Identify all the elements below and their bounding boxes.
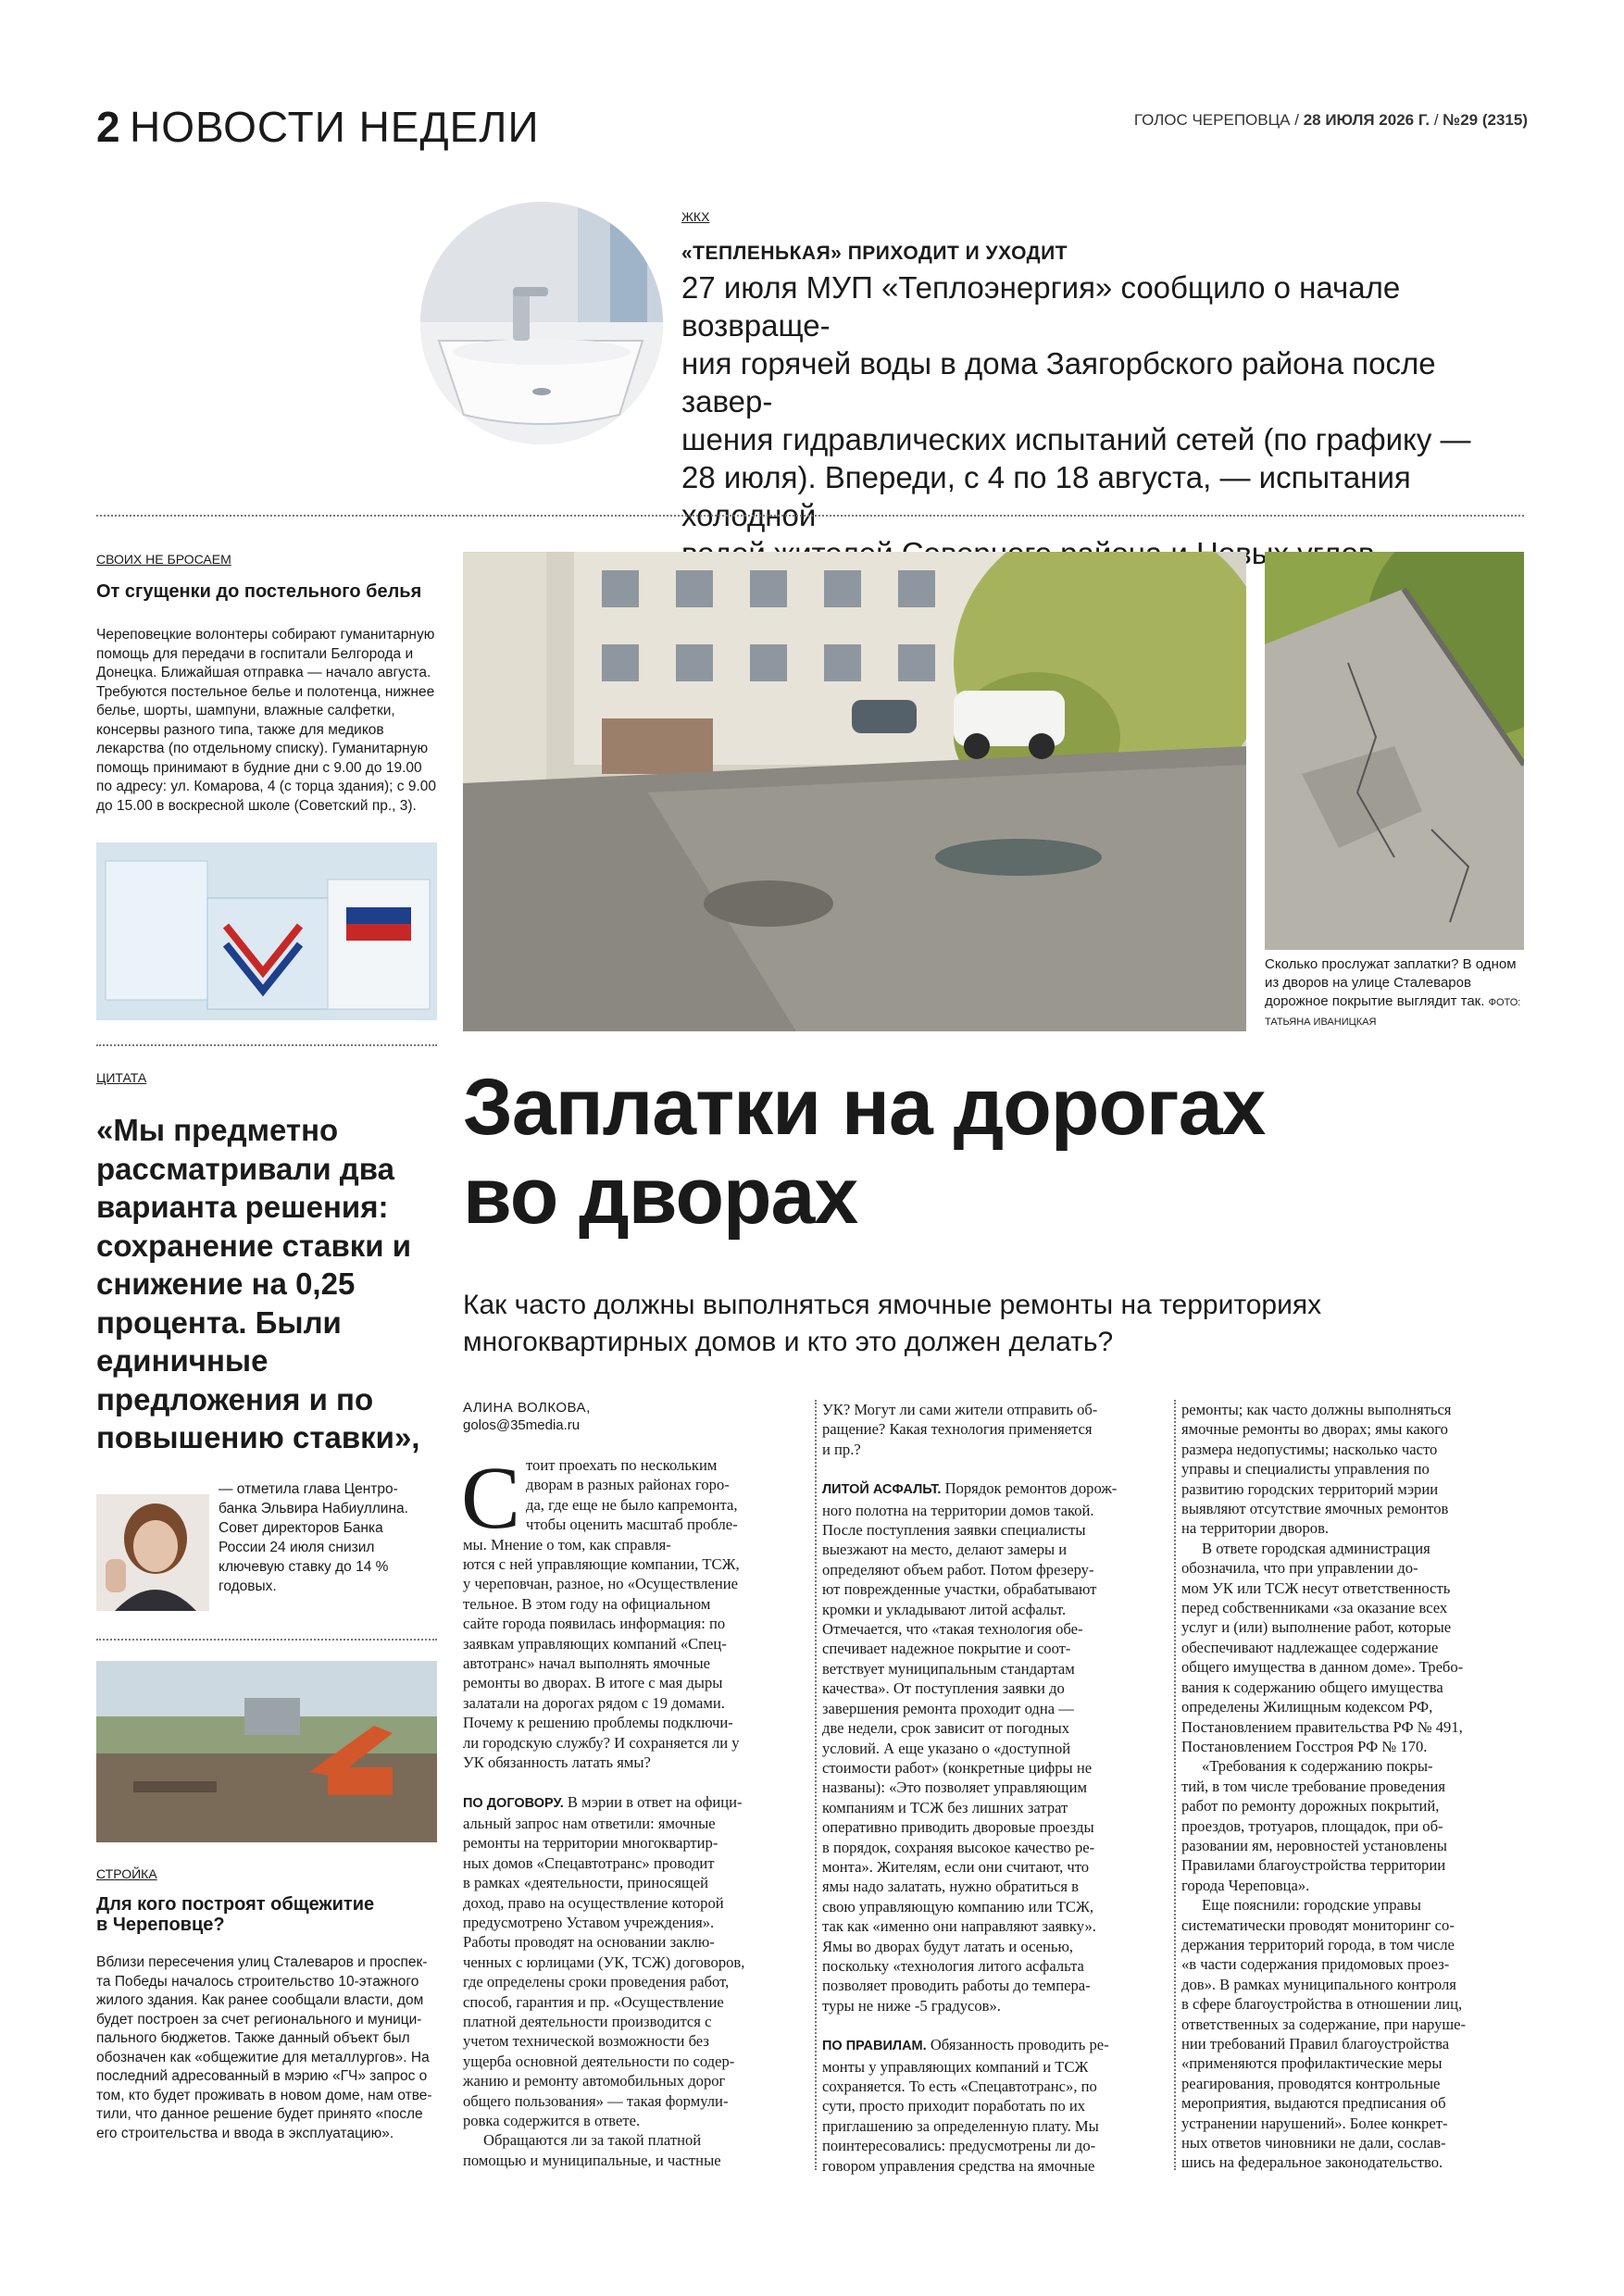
text-line: города Череповца». xyxy=(1181,1876,1310,1894)
quote-attribution xyxy=(219,1479,433,1596)
text-line: Как часто должны выполняться ямочные ремонты на территориях xyxy=(463,1290,1322,1320)
text-line: обозначила, что при управлении до- xyxy=(1181,1559,1418,1578)
text-line: услуг и (или) выполнение работ, которые xyxy=(1181,1618,1452,1637)
text-line: до 15.00 в воскресной школе (Советский пр., 3). xyxy=(96,797,417,814)
section-title: НОВОСТИ НЕДЕЛИ xyxy=(130,103,540,151)
text-line: — отметила глава Центро- xyxy=(219,1481,398,1497)
text-line: ния горячей воды в дома Заягорбского района после завер- xyxy=(681,346,1436,418)
text-line: в порядок, сохраняя высокое качество ре- xyxy=(822,1838,1095,1856)
text-line: свою управляющую компанию или ТСЖ, xyxy=(822,1897,1093,1915)
text-line: завершения ремонта проходит одна — xyxy=(822,1699,1074,1717)
text-line: После поступления заявки специалисты xyxy=(822,1521,1086,1540)
text-line: общего имущества в данном доме». Требо- xyxy=(1181,1658,1464,1677)
text-line: ченных с юрлицами (УК, ТСЖ) договоров, xyxy=(463,1953,745,1971)
text-line: спечивает надежное покрытие и соот- xyxy=(822,1640,1071,1658)
text-line: развитию городских территорий мэрии xyxy=(1181,1479,1439,1498)
text-line: да, где еще не было капремонта, xyxy=(526,1495,738,1514)
author-email: golos@35media.ru xyxy=(463,1417,581,1433)
text-line: компаниям и ТСЖ без лишних затрат xyxy=(822,1798,1068,1816)
text-line: так как «именно они направляют заявку». xyxy=(822,1917,1096,1936)
text-line: Отмечается, что «такая технология обе- xyxy=(822,1620,1083,1639)
text-line: ущерба основной деятельности по содер- xyxy=(463,2052,735,2070)
text-line: в Череповце? xyxy=(96,1915,225,1935)
text-line: «Требования к содержанию покры- xyxy=(1202,1757,1433,1776)
text-line: качества». От поступления заявки до xyxy=(822,1679,1065,1698)
text-line: Требуются постельное белье и полотенца, нижнее xyxy=(96,683,435,700)
text-line: выявляют отсутствие ямочных ремонтов xyxy=(1181,1500,1449,1518)
text-line: Работы проводят на основании заклю- xyxy=(463,1933,715,1952)
text-line: банка Эльвира Набиуллина. xyxy=(219,1501,408,1516)
text-line: Постановлением Госстроя РФ № 170. xyxy=(1181,1737,1428,1755)
text-line: управы и специалисты управления по xyxy=(1181,1460,1430,1479)
text-line: в сфере благоустройства в отношении лиц, xyxy=(1181,1995,1463,2014)
caption-text: Сколько прослужат заплатки? В одном из дворов на улице Сталеваров дорожное покрытие выглядит так. xyxy=(1265,956,1517,1009)
text-line: России 24 июля снизил xyxy=(219,1540,375,1555)
text-line: помощь для передачи в госпитали Белгорода и xyxy=(96,645,414,662)
text-line: поинтересовались: предусмотрены ли до- xyxy=(822,2137,1096,2155)
text-line: монты у управляющих компаний и ТСЖ xyxy=(822,2057,1089,2076)
drop-cap: С xyxy=(461,1448,521,1547)
top-story-text xyxy=(681,268,1524,572)
text-line: 28 июля). Впереди, с 4 по 18 августа, — испытания холодной xyxy=(681,460,1411,532)
text-line: автотранс» начал выполнять ямочные xyxy=(463,1654,711,1673)
text-line: ветствует муниципальным стандартам xyxy=(822,1659,1075,1678)
text-line: туры не ниже -5 градусов». xyxy=(822,1996,1001,2015)
text-line: «в части содержания придомовых проез- xyxy=(1181,1955,1450,1974)
text-line: дворам в разных районах горо- xyxy=(526,1476,730,1494)
text-line: залатали на дорогах рядом с 19 домами. xyxy=(463,1693,725,1712)
text-line: на территории дворов. xyxy=(1181,1519,1330,1538)
text-line: лекарства (по отдельному списку). Гуманитарную xyxy=(96,741,429,756)
text-line: чтобы оценить масштаб пробле- xyxy=(526,1516,738,1534)
text-line: тельное. В этом году на официальном xyxy=(463,1594,711,1613)
article-column-2 xyxy=(822,1400,1167,2176)
text-line: определяют объем работ. Потом фрезеру- xyxy=(822,1560,1094,1578)
text-line: говором управления средства на ямочные xyxy=(822,2156,1095,2175)
text-line: консервы разного типа, также для медиков xyxy=(96,721,384,738)
text-line: тили, что данное решение будет принято «после xyxy=(96,2106,423,2122)
text-line: Донецка. Ближайшая отправка — начало августа. xyxy=(96,665,431,680)
text-line: общего пользования» — такая формули- xyxy=(463,2091,729,2110)
text-line: ремонты на территории многоквартир- xyxy=(463,1834,718,1853)
text-line: сайте города появилась информация: по xyxy=(463,1615,726,1633)
courtyard-photo xyxy=(463,552,1246,1031)
subhead: ПО ПРАВИЛАМ. xyxy=(822,2039,927,2054)
text-line: помощью и муниципальные, и частные xyxy=(463,2151,721,2169)
text-line: белье, шорты, шампуни, влажные салфетки, xyxy=(96,703,395,718)
text-line: Еще пояснили: городские управы xyxy=(1202,1896,1421,1915)
text-line: Совет директоров Банка xyxy=(219,1520,383,1536)
brief-text xyxy=(96,1953,448,2143)
top-story-rubric: ЖКХ xyxy=(681,209,710,224)
text-line: ямочные ремонты во дворах; ямы какого xyxy=(1181,1420,1448,1439)
text-line: будет построен за счет регионального и муници- xyxy=(96,2011,422,2028)
text-line: ремонты во дворах. В итоге с мая дыры xyxy=(463,1674,723,1692)
text-line: его строительства и ввода в эксплуатацию». xyxy=(96,2125,394,2141)
text-line: тоит проехать по нескольким xyxy=(526,1456,718,1474)
text-line: учетом технической возможности без xyxy=(463,2032,709,2051)
text-line: разовании ям, неровностей установлены xyxy=(1181,1836,1447,1854)
paper-name: ГОЛОС ЧЕРЕПОВЦА xyxy=(1133,111,1291,129)
text-line: последний адресованный в мэрию «ГЧ» запрос о xyxy=(96,2068,428,2084)
top-story-headline: «ТЕПЛЕНЬКАЯ» ПРИХОДИТ И УХОДИТ xyxy=(681,243,1068,264)
brief-headline xyxy=(96,1894,374,1935)
section-divider xyxy=(96,515,1524,517)
text-line: сохраняется. То есть «Спецавтотранс», по xyxy=(822,2078,1097,2095)
text-line: Для кого построят общежитие xyxy=(96,1894,375,1915)
quote-rubric: ЦИТАТА xyxy=(96,1070,147,1085)
text-line: размера недопустимы; насколько часто xyxy=(1181,1440,1438,1458)
left-divider xyxy=(96,1639,437,1641)
page-number: 2 xyxy=(96,103,120,151)
text-line: В ответе городская администрация xyxy=(1202,1539,1430,1557)
subhead: ЛИТОЙ АСФАЛЬТ. xyxy=(822,1482,942,1498)
text-line: В мэрии в ответ на офици- xyxy=(563,1792,743,1811)
text-line: способ, гарантия и пр. «Осуществление xyxy=(463,1992,724,2011)
text-line: доход, право на осуществление которой xyxy=(463,1893,724,1912)
text-line: систематически проводят мониторинг со- xyxy=(1181,1915,1455,1934)
text-line: ремонты; как часто должны выполняться xyxy=(1181,1401,1452,1418)
text-line: УК? Могут ли сами жители отправить об- xyxy=(822,1401,1098,1418)
text-line: Ямы во дворах будут латать и осенью, xyxy=(822,1937,1074,1955)
author-name: АЛИНА ВОЛКОВА, xyxy=(463,1400,591,1416)
text-line: у череповчан, разное, но «Осуществление xyxy=(463,1575,738,1593)
text-line: монта». Жителям, если они считают, что xyxy=(822,1857,1090,1876)
text-line: предусмотрено Уставом учреждения». xyxy=(463,1913,715,1931)
brief-rubric: СВОИХ НЕ БРОСАЕМ xyxy=(96,552,231,567)
text-line: мом УК или ТСЖ несут ответственность xyxy=(1181,1578,1451,1597)
text-line: определены Жилищным кодексом РФ, xyxy=(1181,1698,1433,1716)
article-column-1 xyxy=(461,1448,807,2170)
text-line: где определены сроки проведения работ, xyxy=(463,1973,730,1991)
text-line: кромки и укладывают литой асфальт. xyxy=(822,1600,1067,1618)
article-column-3 xyxy=(1181,1400,1526,2173)
text-line: Правилами благоустройства территории xyxy=(1181,1856,1446,1875)
text-line: мы. Мнение о том, как справля- xyxy=(463,1535,671,1554)
text-line: помощь принимают в будние дни с 9.00 до 19.00 xyxy=(96,759,422,776)
article-lead xyxy=(463,1287,1518,1361)
text-line: многоквартирных домов и кто это должен делать? xyxy=(463,1327,1114,1357)
issue-number: №29 (2315) xyxy=(1443,111,1528,129)
text-line: альный запрос нам ответили: ямочные xyxy=(463,1814,716,1832)
text-line: и пр.? xyxy=(822,1440,861,1458)
text-line: ных ответов чиновники не дали, сослав- xyxy=(1181,2134,1446,2152)
left-divider xyxy=(96,1044,437,1046)
text-line: названы): «Это позволяет управляющим xyxy=(822,1778,1087,1797)
text-line: реагирования, проводятся контрольные xyxy=(1181,2074,1441,2092)
text-line: обозначен как «общежитие для металлургов». На xyxy=(96,2049,430,2065)
text-line: поскольку «технология литого асфальта xyxy=(822,1956,1084,1975)
text-line: сути, просто приходит поработать по их xyxy=(822,2097,1086,2115)
text-line: Почему к решению проблемы подключи- xyxy=(463,1714,733,1732)
text-line: по адресу: ул. Комарова, 4 (с торца здания); с 9.00 xyxy=(96,779,437,794)
humanitarian-aid-photo xyxy=(96,842,437,1020)
text-line: вания к содержанию общего имущества xyxy=(1181,1678,1443,1696)
text-line: держания территорий города, в том числе xyxy=(1181,1935,1455,1953)
text-line: выезжают на место, делают замеры и xyxy=(822,1541,1068,1559)
article-headline xyxy=(463,1063,1265,1241)
text-line: позволяет проводить работы до темпера- xyxy=(822,1977,1091,1995)
text-line: оперативно приводить дворовые проезды xyxy=(822,1818,1094,1837)
text-line: Порядок ремонтов дорож- xyxy=(941,1479,1118,1498)
text-line: ответственных за содержание, при наруше- xyxy=(1181,2015,1467,2033)
subhead: ПО ДОГОВОРУ. xyxy=(463,1795,564,1811)
text-line: УК обязанность латать ямы? xyxy=(463,1753,651,1772)
text-line: обеспечивают надлежащее содержание xyxy=(1181,1638,1439,1656)
issue-date: 28 ИЮЛЯ 2026 Г. xyxy=(1303,111,1430,129)
text-line: Вблизи пересечения улиц Сталеваров и проспек- xyxy=(96,1954,428,1970)
text-line: мероприятия, выдаются предписания об xyxy=(1181,2094,1446,2113)
text-line: Обязанность проводить ре- xyxy=(926,2036,1109,2054)
text-line: Постановлением правительства РФ № 491, xyxy=(1181,1717,1463,1736)
text-line: ного полотна на территории домов такой. xyxy=(822,1501,1094,1519)
text-line: ются с ней управляющие компании, ТСЖ, xyxy=(463,1555,740,1574)
text-line: устранении нарушений». Более конкрет- xyxy=(1181,2114,1448,2132)
text-line: жилого здания. Как ранее сообщали власти, дом xyxy=(96,1992,424,2008)
text-line: ных домов «Спецавтотранс» проводит xyxy=(463,1853,715,1872)
text-line: ключевую ставку до 14 % xyxy=(219,1559,389,1575)
text-line: 27 июля МУП «Теплоэнергия» сообщило о начале возвраще- xyxy=(681,270,1401,343)
text-line: Обращаются ли за такой платной xyxy=(483,2131,702,2150)
headline-line: Заплатки на дорогах xyxy=(463,1063,1266,1152)
text-line: проездов, тротуаров, площадок, при об- xyxy=(1181,1816,1443,1835)
text-line: тий, в том числе требование проведения xyxy=(1181,1777,1446,1795)
text-line: ращение? Какая технология применяется xyxy=(822,1420,1093,1439)
text-line: нии требований Правил благоустройства xyxy=(1181,2035,1450,2053)
issue-info: ГОЛОС ЧЕРЕПОВЦА / 28 ИЮЛЯ 2026 Г. / №29 (2315) xyxy=(1133,111,1528,129)
text-line: заявкам управляющих компаний «Спец- xyxy=(463,1634,727,1653)
text-line: в рамках «деятельности, приносящей xyxy=(463,1874,709,1892)
text-line: перед собственниками «за оказание всех xyxy=(1181,1599,1448,1617)
text-line: пального бюджетов. Также данный объект был xyxy=(96,2030,410,2046)
text-line: та Победы началось строительство 10-этажного xyxy=(96,1973,419,1990)
column-divider xyxy=(1174,1400,1176,2170)
text-line: годовых. xyxy=(219,1578,277,1594)
text-line: две недели, срок зависит от погодных xyxy=(822,1719,1070,1738)
text-line: стоимости работ» (конкретные цифры не xyxy=(822,1758,1093,1777)
brief-rubric: СТРОЙКА xyxy=(96,1866,157,1881)
text-line: ют поврежденные участки, обрабатывают xyxy=(822,1580,1097,1599)
photo-caption xyxy=(1265,955,1524,1031)
text-line: Череповецкие волонтеры собирают гуманитарную xyxy=(96,627,435,643)
quote-text: «Мы предметно рассматривали два варианта решения: сохранение ставки и снижение на 0,25 процента. Были единичные предложения и по повышению ставки», xyxy=(96,1113,420,1454)
text-line: ровка содержится в ответе. xyxy=(463,2112,641,2129)
sink-photo xyxy=(420,202,663,444)
text-line: том, кто будет проживать в новом доме, нам отве- xyxy=(96,2087,432,2103)
column-divider xyxy=(815,1400,817,2170)
text-line: шись на федеральное законодательство. xyxy=(1181,2153,1443,2172)
text-line: шения гидравлических испытаний сетей (по графику — xyxy=(681,422,1471,456)
text-line: дов». В рамках муниципального контроля xyxy=(1181,1975,1456,1993)
text-line: «применяются профилактические меры xyxy=(1181,2054,1443,2073)
text-line: ямы надо залатать, нужно обратиться в xyxy=(822,1878,1080,1896)
text-line: платной деятельности производится с xyxy=(463,2012,712,2030)
text-line: жанию и ремонту автомобильных дорог xyxy=(463,2072,726,2090)
brief-headline: От сгущенки до постельного белья xyxy=(96,581,422,602)
text-line: приглашению за определенную плату. Мы xyxy=(822,2116,1099,2135)
text-line: работ по ремонту дорожных покрытий, xyxy=(1181,1797,1440,1816)
brief-text xyxy=(96,626,448,816)
photo-credit: ФОТО: ТАТЬЯНА ИВАНИЦКАЯ xyxy=(1265,997,1521,1028)
text-line: ли городскую службу? И сохраняется ли у xyxy=(463,1733,740,1752)
cracked-asphalt-photo xyxy=(1265,552,1524,950)
headline-line: во дворах xyxy=(463,1152,858,1241)
text-line: условий. А еще указано о «доступной xyxy=(822,1739,1071,1757)
construction-site-photo xyxy=(96,1661,437,1842)
nabiullina-portrait xyxy=(96,1494,209,1611)
